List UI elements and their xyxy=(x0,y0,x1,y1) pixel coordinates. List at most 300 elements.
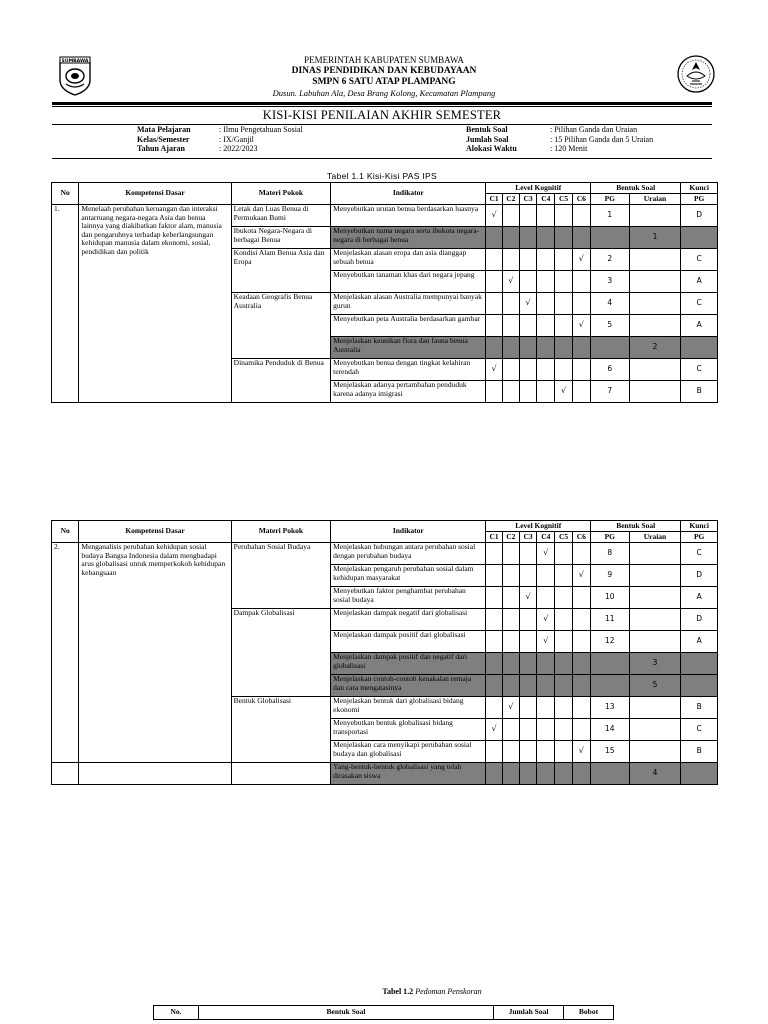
indikator-cell: Yang-bentuk-bentuk globalisasi yang telah dirasakan siswa xyxy=(331,763,486,785)
scoring-col-bobot: Bobot xyxy=(564,1006,614,1020)
answer-key-cell: D xyxy=(681,609,718,631)
scoring-table xyxy=(153,1005,614,1020)
col-level: C2 xyxy=(502,532,519,543)
level-cell xyxy=(572,763,590,785)
materi-pokok-cell: Kondisi Alam Benua Asia dan Eropa xyxy=(231,249,330,293)
level-cell xyxy=(486,763,502,785)
check-mark: √ xyxy=(543,614,549,624)
level-cell xyxy=(555,741,572,763)
level-cell xyxy=(486,741,502,763)
level-cell xyxy=(519,565,536,587)
indikator-cell: Menjelaskan alasan eropa dan asia dianggap sebuah benua xyxy=(331,249,486,271)
level-cell xyxy=(572,337,590,359)
level-cell xyxy=(555,249,572,271)
uraian-number-cell xyxy=(629,719,681,741)
uraian-number-cell: 1 xyxy=(629,227,681,249)
level-cell xyxy=(486,271,502,293)
uraian-number-cell xyxy=(629,359,681,381)
pg-number-cell xyxy=(591,675,630,697)
col-level: C4 xyxy=(537,532,555,543)
pg-number-cell: 9 xyxy=(591,565,630,587)
level-cell xyxy=(572,719,590,741)
pg-number-cell xyxy=(591,337,630,359)
col-pg: PG xyxy=(591,532,630,543)
col-uraian: Uraian xyxy=(629,194,681,205)
level-cell xyxy=(537,631,555,653)
indikator-cell: Menjelaskan dampak negatif dari globalisasi xyxy=(331,609,486,631)
pg-number-cell: 13 xyxy=(591,697,630,719)
level-cell xyxy=(519,653,536,675)
level-cell xyxy=(537,543,555,565)
col-level: C1 xyxy=(486,532,502,543)
level-cell xyxy=(555,293,572,315)
level-cell xyxy=(519,359,536,381)
table-row xyxy=(52,763,718,785)
scoring-caption-number: Tabel 1.2 xyxy=(382,987,414,996)
table-row xyxy=(52,205,718,227)
level-cell xyxy=(502,227,519,249)
empty-cell xyxy=(52,763,79,785)
scoring-col-jumlah-soal: Jumlah Soal xyxy=(494,1006,564,1020)
check-mark: √ xyxy=(525,592,531,602)
level-cell xyxy=(537,565,555,587)
level-cell xyxy=(502,381,519,403)
col-kompetensi-dasar: Kompetensi Dasar xyxy=(79,183,231,205)
level-cell xyxy=(572,565,590,587)
info-row xyxy=(137,135,397,145)
level-cell xyxy=(555,631,572,653)
pg-number-cell: 5 xyxy=(591,315,630,337)
uraian-number-cell: 3 xyxy=(629,653,681,675)
answer-key-cell: C xyxy=(681,359,718,381)
check-mark: √ xyxy=(578,320,584,330)
level-cell xyxy=(555,719,572,741)
pg-number-cell: 3 xyxy=(591,271,630,293)
level-cell xyxy=(537,763,555,785)
uraian-number-cell xyxy=(629,271,681,293)
level-cell xyxy=(519,271,536,293)
col-kunci-pg: PG xyxy=(681,194,718,205)
indikator-cell: Menyebutkan nama negara serta ibukota negara-negara di berbagai benua xyxy=(331,227,486,249)
level-cell xyxy=(537,587,555,609)
indikator-cell: Menyebutkan peta Australia berdasarkan gambar xyxy=(331,315,486,337)
uraian-number-cell xyxy=(629,697,681,719)
answer-key-cell: A xyxy=(681,587,718,609)
info-label: Alokasi Waktu xyxy=(466,144,517,153)
kisi-kisi-table-2 xyxy=(51,520,718,785)
info-row xyxy=(137,125,397,135)
level-cell xyxy=(555,565,572,587)
level-cell xyxy=(537,271,555,293)
pg-number-cell xyxy=(591,653,630,675)
level-cell xyxy=(537,697,555,719)
level-cell xyxy=(572,697,590,719)
level-cell xyxy=(555,653,572,675)
indikator-cell: Menjelaskan adanya pertambahan penduduk karena adanya imigrasi xyxy=(331,381,486,403)
materi-pokok-cell: Bentuk Globalisasi xyxy=(231,697,330,763)
level-cell xyxy=(555,337,572,359)
competency-number: 2. xyxy=(52,543,79,763)
col-kunci: Kunci xyxy=(681,183,718,194)
level-cell xyxy=(486,337,502,359)
info-label: Bentuk Soal xyxy=(466,125,508,134)
level-cell xyxy=(486,609,502,631)
col-level: C5 xyxy=(555,532,572,543)
indikator-cell: Menjelaskan dampak positif dari globalisasi xyxy=(331,631,486,653)
check-mark: √ xyxy=(491,210,497,220)
answer-key-cell: C xyxy=(681,719,718,741)
level-cell xyxy=(502,631,519,653)
sumbawa-regency-logo xyxy=(58,56,92,96)
answer-key-cell: C xyxy=(681,543,718,565)
info-value: : IX/Ganjil xyxy=(219,134,254,144)
level-cell xyxy=(537,675,555,697)
col-level: C6 xyxy=(572,194,590,205)
pg-number-cell xyxy=(591,227,630,249)
uraian-number-cell xyxy=(629,741,681,763)
level-cell xyxy=(486,697,502,719)
indikator-cell: Menjelaskan contoh-contoh kenakalan remaja dan cara mengatasinya xyxy=(331,675,486,697)
col-level: C2 xyxy=(502,194,519,205)
level-cell xyxy=(502,587,519,609)
table-caption: Tabel 1.1 Kisi-Kisi PAS IPS xyxy=(327,171,437,181)
letterhead xyxy=(120,55,648,99)
indikator-cell: Menjelaskan alasan Australia mempunyai banyak gurun xyxy=(331,293,486,315)
col-level: C3 xyxy=(519,532,536,543)
answer-key-cell: A xyxy=(681,631,718,653)
uraian-number-cell xyxy=(629,587,681,609)
col-level: C1 xyxy=(486,194,502,205)
level-cell xyxy=(537,249,555,271)
answer-key-cell xyxy=(681,337,718,359)
scoring-col-bentuk-soal: Bentuk Soal xyxy=(199,1006,494,1020)
level-cell xyxy=(572,381,590,403)
check-mark: √ xyxy=(491,724,497,734)
col-level: C3 xyxy=(519,194,536,205)
level-cell xyxy=(486,205,502,227)
level-cell xyxy=(502,609,519,631)
check-mark: √ xyxy=(525,298,531,308)
level-cell xyxy=(486,653,502,675)
indikator-cell: Menjelaskan bentuk dari globalisasi bidang ekonomi xyxy=(331,697,486,719)
answer-key-cell: C xyxy=(681,249,718,271)
answer-key-cell: A xyxy=(681,315,718,337)
col-indikator: Indikator xyxy=(331,183,486,205)
pg-number-cell: 14 xyxy=(591,719,630,741)
level-cell xyxy=(519,675,536,697)
level-cell xyxy=(555,227,572,249)
answer-key-cell: B xyxy=(681,381,718,403)
level-cell xyxy=(537,381,555,403)
level-cell xyxy=(519,249,536,271)
level-cell xyxy=(502,337,519,359)
indikator-cell: Menyebutkan benua dengan tingkat kelahiran terendah xyxy=(331,359,486,381)
level-cell xyxy=(572,293,590,315)
indikator-cell: Menjelaskan keunikan flora dan fauna benua Australia xyxy=(331,337,486,359)
level-cell xyxy=(537,205,555,227)
level-cell xyxy=(486,543,502,565)
pg-number-cell: 11 xyxy=(591,609,630,631)
indikator-cell: Menjelaskan cara menyikapi perubahan sosial budaya dan globalisasi xyxy=(331,741,486,763)
level-cell xyxy=(486,719,502,741)
check-mark: √ xyxy=(578,746,584,756)
check-mark: √ xyxy=(543,548,549,558)
level-cell xyxy=(555,315,572,337)
answer-key-cell: D xyxy=(681,565,718,587)
level-cell xyxy=(537,741,555,763)
level-cell xyxy=(537,227,555,249)
info-row xyxy=(466,125,716,135)
col-uraian: Uraian xyxy=(629,532,681,543)
level-cell xyxy=(555,381,572,403)
col-no: No xyxy=(52,183,79,205)
level-cell xyxy=(555,205,572,227)
col-level: C4 xyxy=(537,194,555,205)
level-cell xyxy=(572,205,590,227)
answer-key-cell: C xyxy=(681,293,718,315)
uraian-number-cell xyxy=(629,565,681,587)
level-cell xyxy=(502,719,519,741)
materi-pokok-cell: Letak dan Luas Benua di Permukaan Bumi xyxy=(231,205,330,227)
letterhead-address: Dusun. Labuhan Ala, Desa Brang Kolong, Kecamatan Plampang xyxy=(272,88,496,98)
exam-info-right xyxy=(466,125,716,155)
level-cell xyxy=(486,675,502,697)
check-mark: √ xyxy=(578,570,584,580)
col-kunci-pg: PG xyxy=(681,532,718,543)
scoring-caption-title: Pedoman Penskoran xyxy=(415,987,482,996)
uraian-number-cell xyxy=(629,631,681,653)
level-cell xyxy=(519,227,536,249)
level-cell xyxy=(537,609,555,631)
level-cell xyxy=(519,631,536,653)
answer-key-cell xyxy=(681,653,718,675)
materi-pokok-cell: Keadaan Geografis Benua Australia xyxy=(231,293,330,359)
col-level-kognitif: Level Kognitif xyxy=(486,183,591,194)
info-label: Mata Pelajaran xyxy=(137,125,191,134)
uraian-number-cell xyxy=(629,293,681,315)
level-cell xyxy=(555,763,572,785)
answer-key-cell: B xyxy=(681,741,718,763)
level-cell xyxy=(502,249,519,271)
level-cell xyxy=(572,227,590,249)
answer-key-cell xyxy=(681,763,718,785)
level-cell xyxy=(572,359,590,381)
answer-key-cell xyxy=(681,227,718,249)
check-mark: √ xyxy=(508,276,514,286)
indikator-cell: Menjelaskan hubungan antara perubahan sosial dengan perubahan budaya xyxy=(331,543,486,565)
info-value: : Ilmu Pengetahuan Sosial xyxy=(219,125,303,134)
level-cell xyxy=(555,675,572,697)
level-cell xyxy=(572,249,590,271)
level-cell xyxy=(502,543,519,565)
competency-number: 1. xyxy=(52,205,79,403)
level-cell xyxy=(502,315,519,337)
col-pg: PG xyxy=(591,194,630,205)
pg-number-cell: 15 xyxy=(591,741,630,763)
level-cell xyxy=(555,697,572,719)
table-row xyxy=(52,543,718,565)
indikator-cell: Menyebutkan faktor penghambat perubahan sosial budaya xyxy=(331,587,486,609)
level-cell xyxy=(519,293,536,315)
uraian-number-cell xyxy=(629,609,681,631)
level-cell xyxy=(519,543,536,565)
level-cell xyxy=(486,631,502,653)
col-indikator: Indikator xyxy=(331,521,486,543)
col-materi-pokok: Materi Pokok xyxy=(231,183,330,205)
pg-number-cell: 10 xyxy=(591,587,630,609)
info-value: : Pilihan Ganda dan Uraian xyxy=(550,125,638,134)
col-level: C6 xyxy=(572,532,590,543)
pg-number-cell: 6 xyxy=(591,359,630,381)
level-cell xyxy=(486,315,502,337)
letterhead-rule-thick xyxy=(52,102,712,105)
info-value: : 120 Menit xyxy=(550,144,588,153)
pg-number-cell: 8 xyxy=(591,543,630,565)
level-cell xyxy=(572,543,590,565)
level-cell xyxy=(486,359,502,381)
level-cell xyxy=(555,359,572,381)
check-mark: √ xyxy=(560,386,567,396)
empty-cell xyxy=(79,763,231,785)
col-no: No xyxy=(52,521,79,543)
answer-key-cell: D xyxy=(681,205,718,227)
info-row xyxy=(466,135,716,145)
info-row xyxy=(466,144,716,154)
level-cell xyxy=(519,205,536,227)
info-value: : 15 Pilihan Ganda dan 5 Uraian xyxy=(550,134,654,144)
indikator-cell: Menyebutkan urutan benua berdasarkan luasnya xyxy=(331,205,486,227)
pg-number-cell: 12 xyxy=(591,631,630,653)
tut-wuri-handayani-logo xyxy=(676,54,716,94)
check-mark: √ xyxy=(491,364,497,374)
answer-key-cell: B xyxy=(681,697,718,719)
competency-text: Menelaah perubahan keruangan dan interaksi antarruang negara-negara Asia dan benua lainnya yang diakibatkan faktor alam, manusia dan pengaruhnya terhadap keberlangsungan kehidupan manusia dalam ekonomi, sosial, pendidikan dan politik xyxy=(79,205,231,403)
indikator-cell: Menyebutkan bentuk globalisasi bidang transportasi xyxy=(331,719,486,741)
level-cell xyxy=(572,587,590,609)
level-cell xyxy=(486,565,502,587)
level-cell xyxy=(502,205,519,227)
level-cell xyxy=(486,587,502,609)
pg-number-cell: 1 xyxy=(591,205,630,227)
level-cell xyxy=(572,631,590,653)
level-cell xyxy=(502,565,519,587)
empty-cell xyxy=(231,763,330,785)
scoring-col-no: No. xyxy=(154,1006,199,1020)
level-cell xyxy=(519,763,536,785)
uraian-number-cell: 5 xyxy=(629,675,681,697)
info-label: Tahun Ajaran xyxy=(137,144,185,153)
letterhead-agency: DINAS PENDIDIKAN DAN KEBUDAYAAN xyxy=(291,66,477,76)
level-cell xyxy=(486,293,502,315)
level-cell xyxy=(537,359,555,381)
uraian-number-cell: 2 xyxy=(629,337,681,359)
answer-key-cell xyxy=(681,675,718,697)
uraian-number-cell: 4 xyxy=(629,763,681,785)
kisi-kisi-table-1 xyxy=(51,182,718,403)
info-label: Kelas/Semester xyxy=(137,134,190,144)
level-cell xyxy=(486,227,502,249)
level-cell xyxy=(502,697,519,719)
level-cell xyxy=(555,543,572,565)
level-cell xyxy=(519,741,536,763)
level-cell xyxy=(572,315,590,337)
level-cell xyxy=(502,359,519,381)
level-cell xyxy=(537,293,555,315)
col-materi-pokok: Materi Pokok xyxy=(231,521,330,543)
level-cell xyxy=(537,315,555,337)
level-cell xyxy=(502,675,519,697)
materi-pokok-cell: Perubahan Sosial Budaya xyxy=(231,543,330,609)
exam-info-left xyxy=(137,125,397,155)
uraian-number-cell xyxy=(629,543,681,565)
level-cell xyxy=(502,653,519,675)
info-label: Jumlah Soal xyxy=(466,134,509,144)
info-value: : 2022/2023 xyxy=(219,144,258,153)
col-bentuk-soal: Bentuk Soal xyxy=(591,183,681,194)
col-level-kognitif: Level Kognitif xyxy=(486,521,591,532)
logo-left-text: SUMBAWA xyxy=(61,59,89,64)
uraian-number-cell xyxy=(629,315,681,337)
scoring-table-caption xyxy=(52,987,768,996)
level-cell xyxy=(502,271,519,293)
letterhead-school: SMPN 6 SATU ATAP PLAMPANG xyxy=(312,77,456,87)
level-cell xyxy=(537,653,555,675)
level-cell xyxy=(486,381,502,403)
check-mark: √ xyxy=(508,702,514,712)
check-mark: √ xyxy=(578,254,584,264)
level-cell xyxy=(519,587,536,609)
level-cell xyxy=(537,719,555,741)
level-cell xyxy=(572,741,590,763)
materi-pokok-cell: Dampak Globalisasi xyxy=(231,609,330,697)
level-cell xyxy=(572,675,590,697)
pg-number-cell: 2 xyxy=(591,249,630,271)
info-row xyxy=(137,144,397,154)
level-cell xyxy=(519,609,536,631)
pg-number-cell xyxy=(591,763,630,785)
level-cell xyxy=(519,697,536,719)
answer-key-cell: A xyxy=(681,271,718,293)
level-cell xyxy=(502,293,519,315)
uraian-number-cell xyxy=(629,249,681,271)
col-level: C5 xyxy=(555,194,572,205)
document-title: KISI-KISI PENILAIAN AKHIR SEMESTER xyxy=(262,108,502,122)
col-bentuk-soal: Bentuk Soal xyxy=(591,521,681,532)
uraian-number-cell xyxy=(629,205,681,227)
level-cell xyxy=(555,609,572,631)
indikator-cell: Menyebutkan tanaman khas dari negara jepang xyxy=(331,271,486,293)
level-cell xyxy=(555,271,572,293)
pg-number-cell: 7 xyxy=(591,381,630,403)
level-cell xyxy=(519,381,536,403)
check-mark: √ xyxy=(543,636,549,646)
level-cell xyxy=(537,337,555,359)
level-cell xyxy=(486,249,502,271)
indikator-cell: Menjelaskan dampak positif dan negatif dari globalisasi xyxy=(331,653,486,675)
col-kompetensi-dasar: Kompetensi Dasar xyxy=(79,521,231,543)
indikator-cell: Menjelaskan pengaruh perubahan sosial dalam kehidupan masyarakat xyxy=(331,565,486,587)
level-cell xyxy=(519,315,536,337)
level-cell xyxy=(555,587,572,609)
col-kunci: Kunci xyxy=(681,521,718,532)
level-cell xyxy=(519,719,536,741)
materi-pokok-cell: Dinamika Penduduk di Benua xyxy=(231,359,330,403)
materi-pokok-cell: Ibukota Negara-Negara di berbagai Benua xyxy=(231,227,330,249)
level-cell xyxy=(502,763,519,785)
uraian-number-cell xyxy=(629,381,681,403)
level-cell xyxy=(519,337,536,359)
pg-number-cell: 4 xyxy=(591,293,630,315)
